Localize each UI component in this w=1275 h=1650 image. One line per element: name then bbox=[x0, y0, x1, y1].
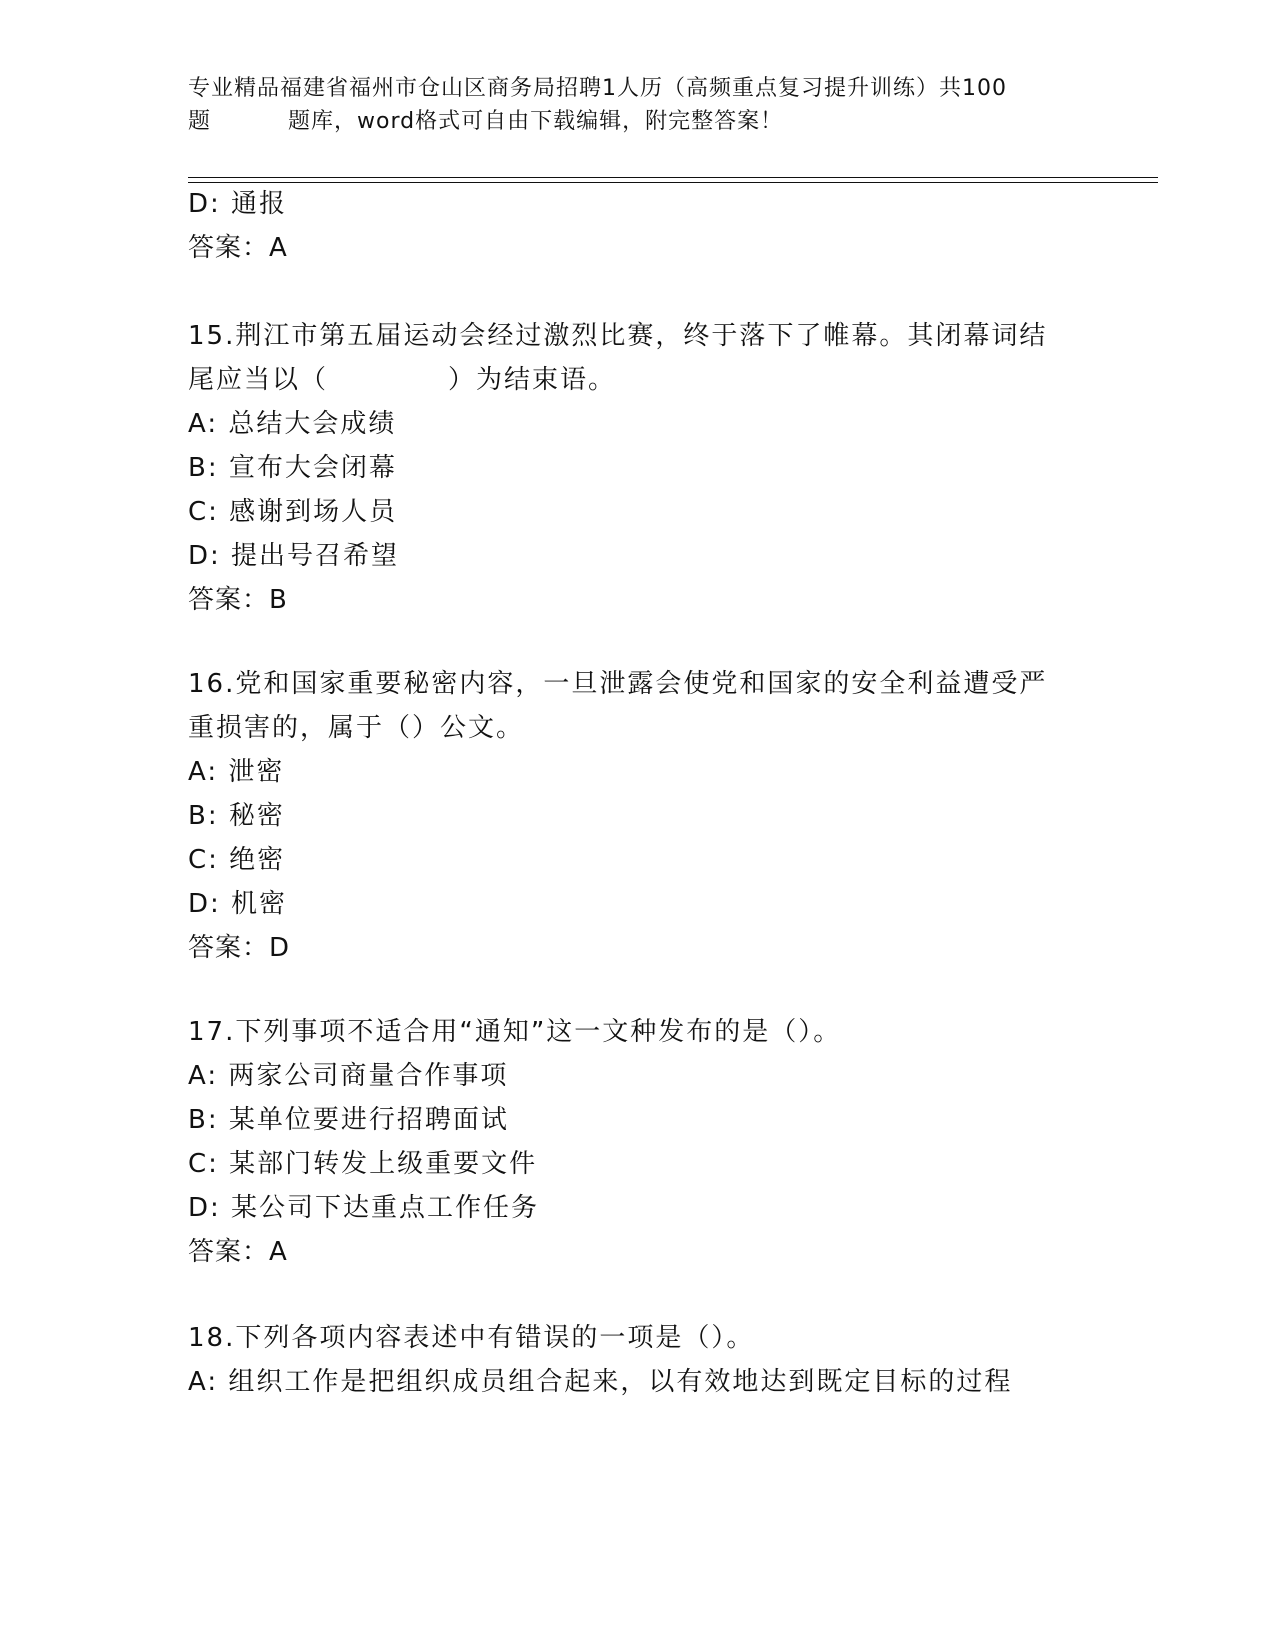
header-title-line2 bbox=[188, 105, 1088, 138]
document-header bbox=[188, 72, 1088, 138]
answer-line: 答案：B bbox=[188, 585, 288, 615]
stem-text-after-blank: ）为结束语。 bbox=[448, 365, 617, 395]
option-b: B: 宣布大会闭幕 bbox=[188, 453, 397, 483]
option-d: D: 提出号召希望 bbox=[188, 541, 400, 571]
question-stem: 16.党和国家重要秘密内容，一旦泄露会使党和国家的安全利益遭受严 bbox=[188, 669, 1048, 699]
question-stem: 17.下列事项不适合用“通知”这一文种发布的是（）。 bbox=[188, 1017, 842, 1047]
answer-line: 答案：A bbox=[188, 233, 288, 263]
header-title-line2-start: 题 bbox=[188, 109, 212, 134]
option-a: A: 两家公司商量合作事项 bbox=[188, 1061, 509, 1091]
question-stem-continued bbox=[188, 360, 616, 400]
answer-line: 答案：A bbox=[188, 1237, 288, 1267]
option-b: B: 某单位要进行招聘面试 bbox=[188, 1105, 509, 1135]
option-c: C: 感谢到场人员 bbox=[188, 497, 398, 527]
header-divider-bottom bbox=[188, 182, 1158, 183]
header-title-line1: 专业精品福建省福州市仓山区商务局招聘1人历（高频重点复习提升训练）共100 bbox=[188, 76, 1007, 101]
question-stem: 15.荆江市第五届运动会经过激烈比赛，终于落下了帷幕。其闭幕词结 bbox=[188, 321, 1048, 351]
option-d: D: 某公司下达重点工作任务 bbox=[188, 1193, 540, 1223]
header-divider-top bbox=[188, 177, 1158, 178]
answer-line: 答案：D bbox=[188, 933, 291, 963]
question-stem-continued: 重损害的，属于（）公文。 bbox=[188, 713, 525, 743]
option-a: A: 组织工作是把组织成员组合起来，以有效地达到既定目标的过程 bbox=[188, 1367, 1013, 1397]
option-d: D: 通报 bbox=[188, 189, 288, 219]
option-c: C: 绝密 bbox=[188, 845, 286, 875]
stem-text-before-blank: 尾应当以（ bbox=[188, 365, 329, 395]
option-d: D: 机密 bbox=[188, 889, 288, 919]
option-b: B: 秘密 bbox=[188, 801, 285, 831]
option-c: C: 某部门转发上级重要文件 bbox=[188, 1149, 538, 1179]
option-a: A: 泄密 bbox=[188, 757, 285, 787]
header-title-line2-end: 题库，word格式可自由下载编辑，附完整答案！ bbox=[288, 109, 784, 134]
option-a: A: 总结大会成绩 bbox=[188, 409, 397, 439]
question-stem: 18.下列各项内容表述中有错误的一项是（）。 bbox=[188, 1323, 755, 1353]
